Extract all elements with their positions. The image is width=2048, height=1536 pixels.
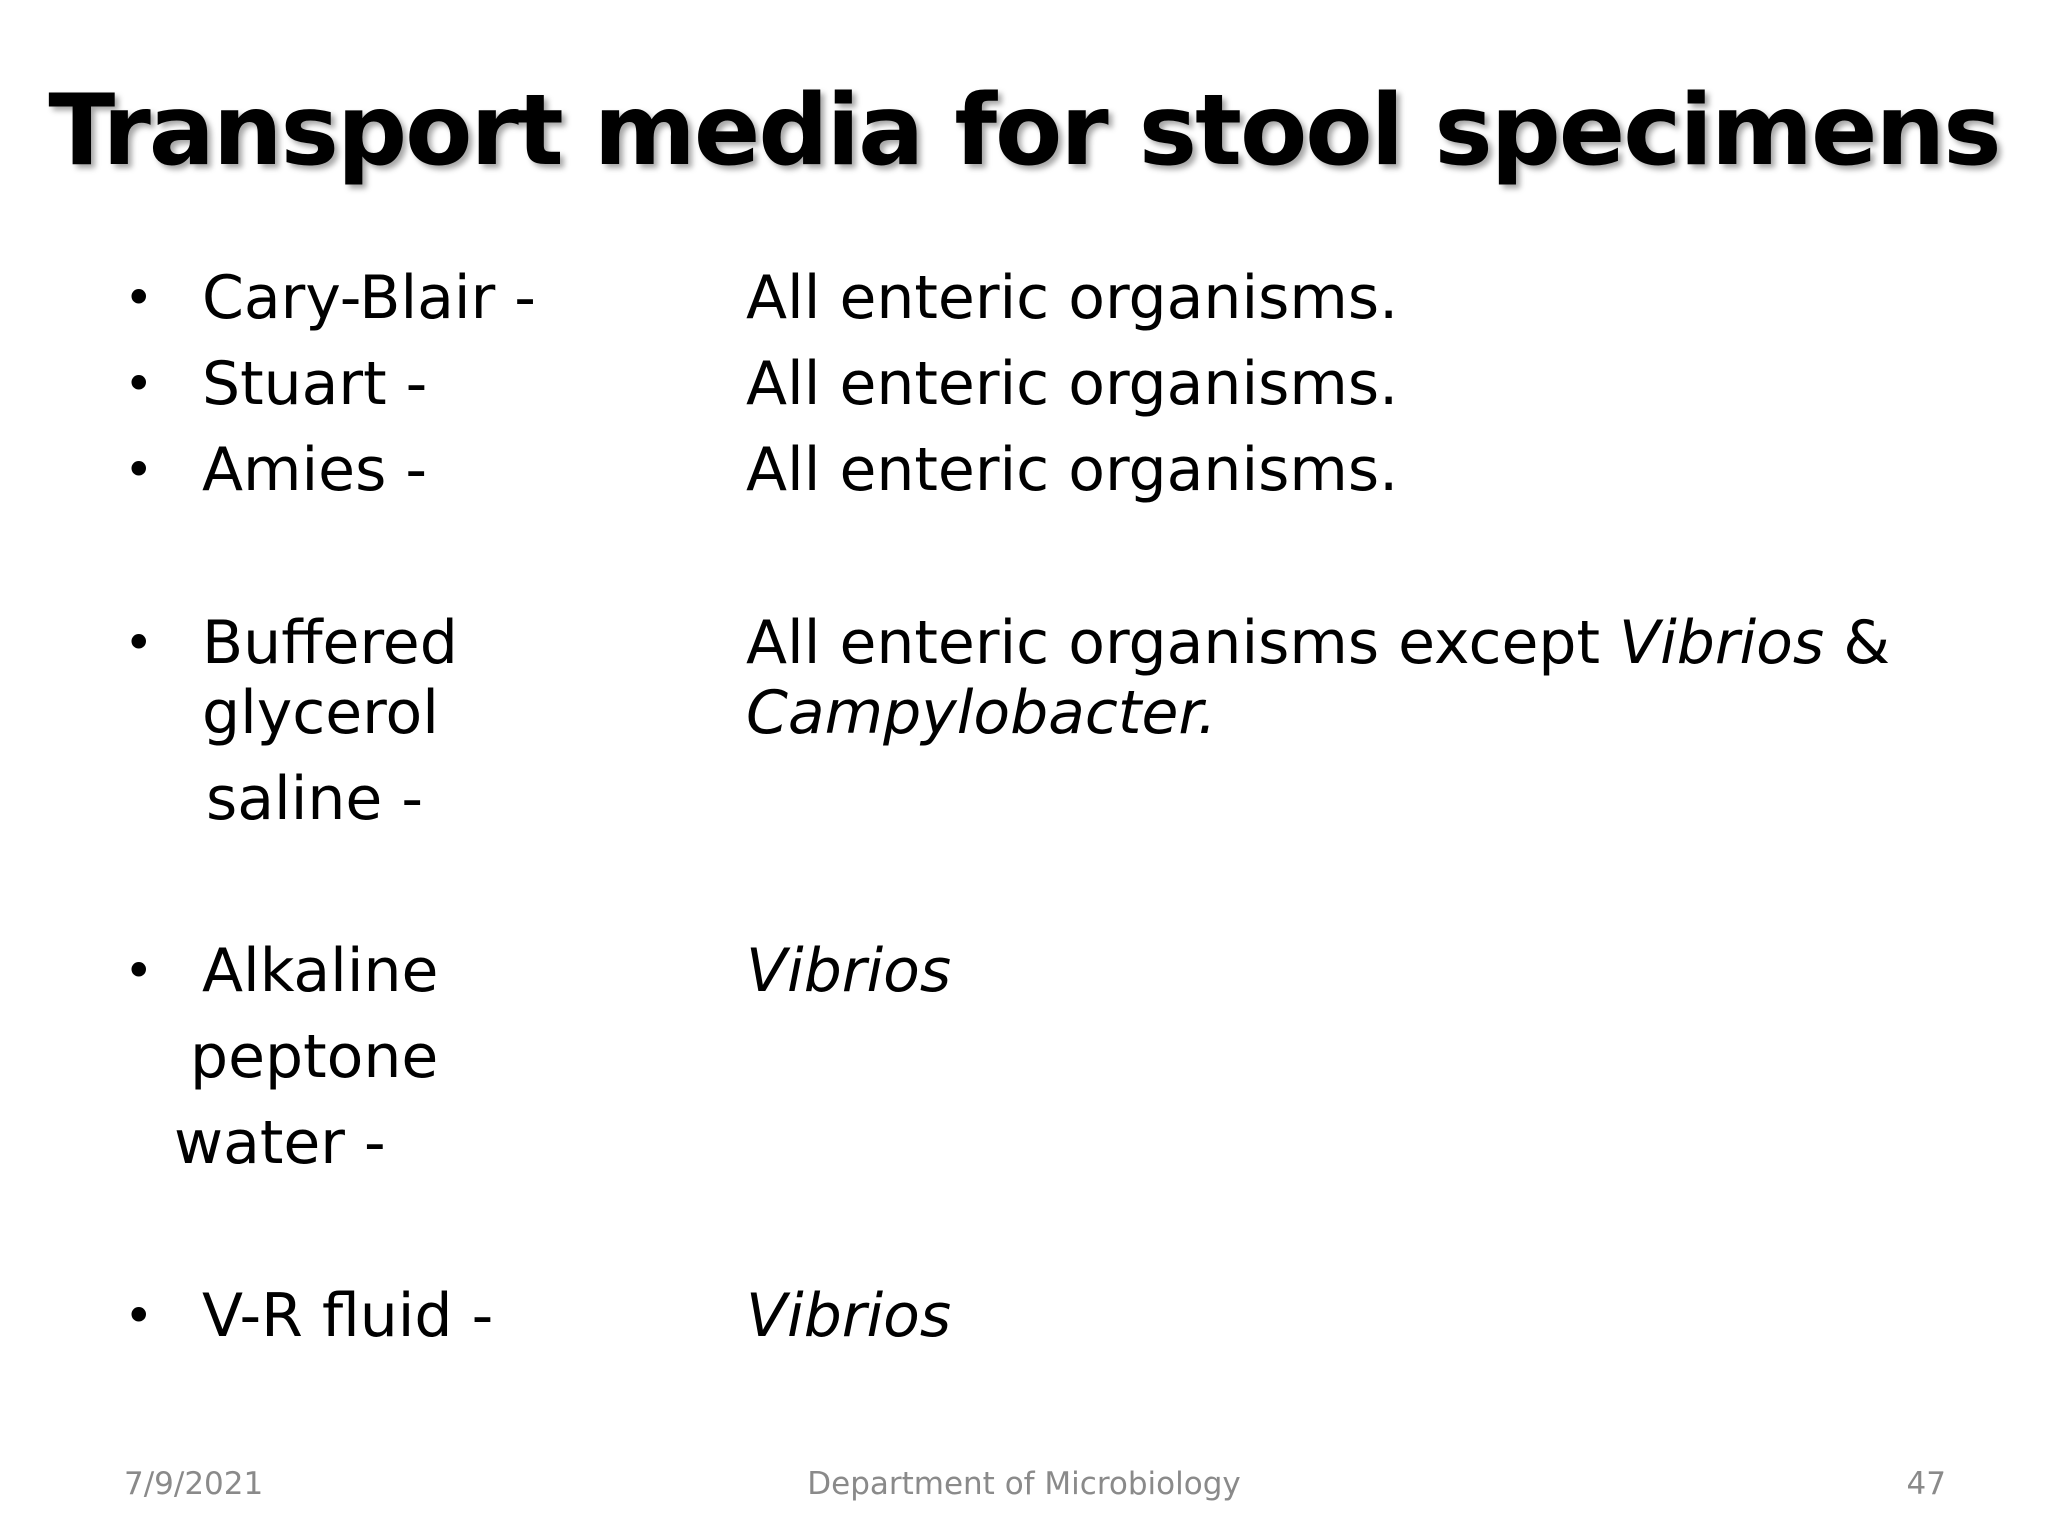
- page-number: 47: [1906, 1466, 1946, 1502]
- description-line: [746, 608, 1946, 678]
- organism-description: [746, 608, 1946, 748]
- organism-description: [746, 435, 1946, 505]
- medium-name-line: Alkaline: [202, 936, 439, 1006]
- medium-name: Stuart -: [202, 349, 428, 419]
- list-item: [0, 936, 2048, 1196]
- bullet-icon: •: [124, 441, 154, 499]
- footer-date: 7/9/2021: [124, 1466, 264, 1502]
- medium-name-line: peptone: [190, 1022, 439, 1092]
- description-line: All enteric organisms.: [746, 349, 1399, 419]
- bullet-icon: •: [124, 269, 154, 327]
- medium-name: V-R fluid -: [202, 1281, 494, 1351]
- bullet-icon: •: [124, 942, 154, 1000]
- medium-name: Cary-Blair -: [202, 263, 536, 333]
- organism-description: [746, 1281, 1946, 1351]
- description-text: &: [1824, 608, 1891, 678]
- bullet-icon: •: [124, 355, 154, 413]
- description-text: All enteric organisms except: [746, 608, 1620, 678]
- medium-name: Amies -: [202, 435, 428, 505]
- footer-department: Department of Microbiology: [807, 1466, 1241, 1502]
- medium-name-line: water -: [174, 1108, 386, 1178]
- organism-name: Vibrios: [746, 936, 952, 1006]
- list-item: [0, 608, 2048, 848]
- organism-name: Vibrios: [1619, 608, 1825, 678]
- medium-name-line: saline -: [206, 764, 424, 834]
- medium-name-line: glycerol: [202, 678, 439, 748]
- description-line: All enteric organisms.: [746, 435, 1399, 505]
- description-line: All enteric organisms.: [746, 263, 1399, 333]
- organism-name: Campylobacter.: [746, 678, 1217, 748]
- organism-description: [746, 263, 1946, 333]
- organism-description: [746, 349, 1946, 419]
- slide-title: Transport media for stool specimens: [48, 74, 2000, 188]
- organism-name: Vibrios: [746, 1281, 952, 1351]
- medium-name-line: Buffered: [202, 608, 458, 678]
- organism-description: [746, 936, 1946, 1006]
- bullet-icon: •: [124, 614, 154, 672]
- bullet-icon: •: [124, 1287, 154, 1345]
